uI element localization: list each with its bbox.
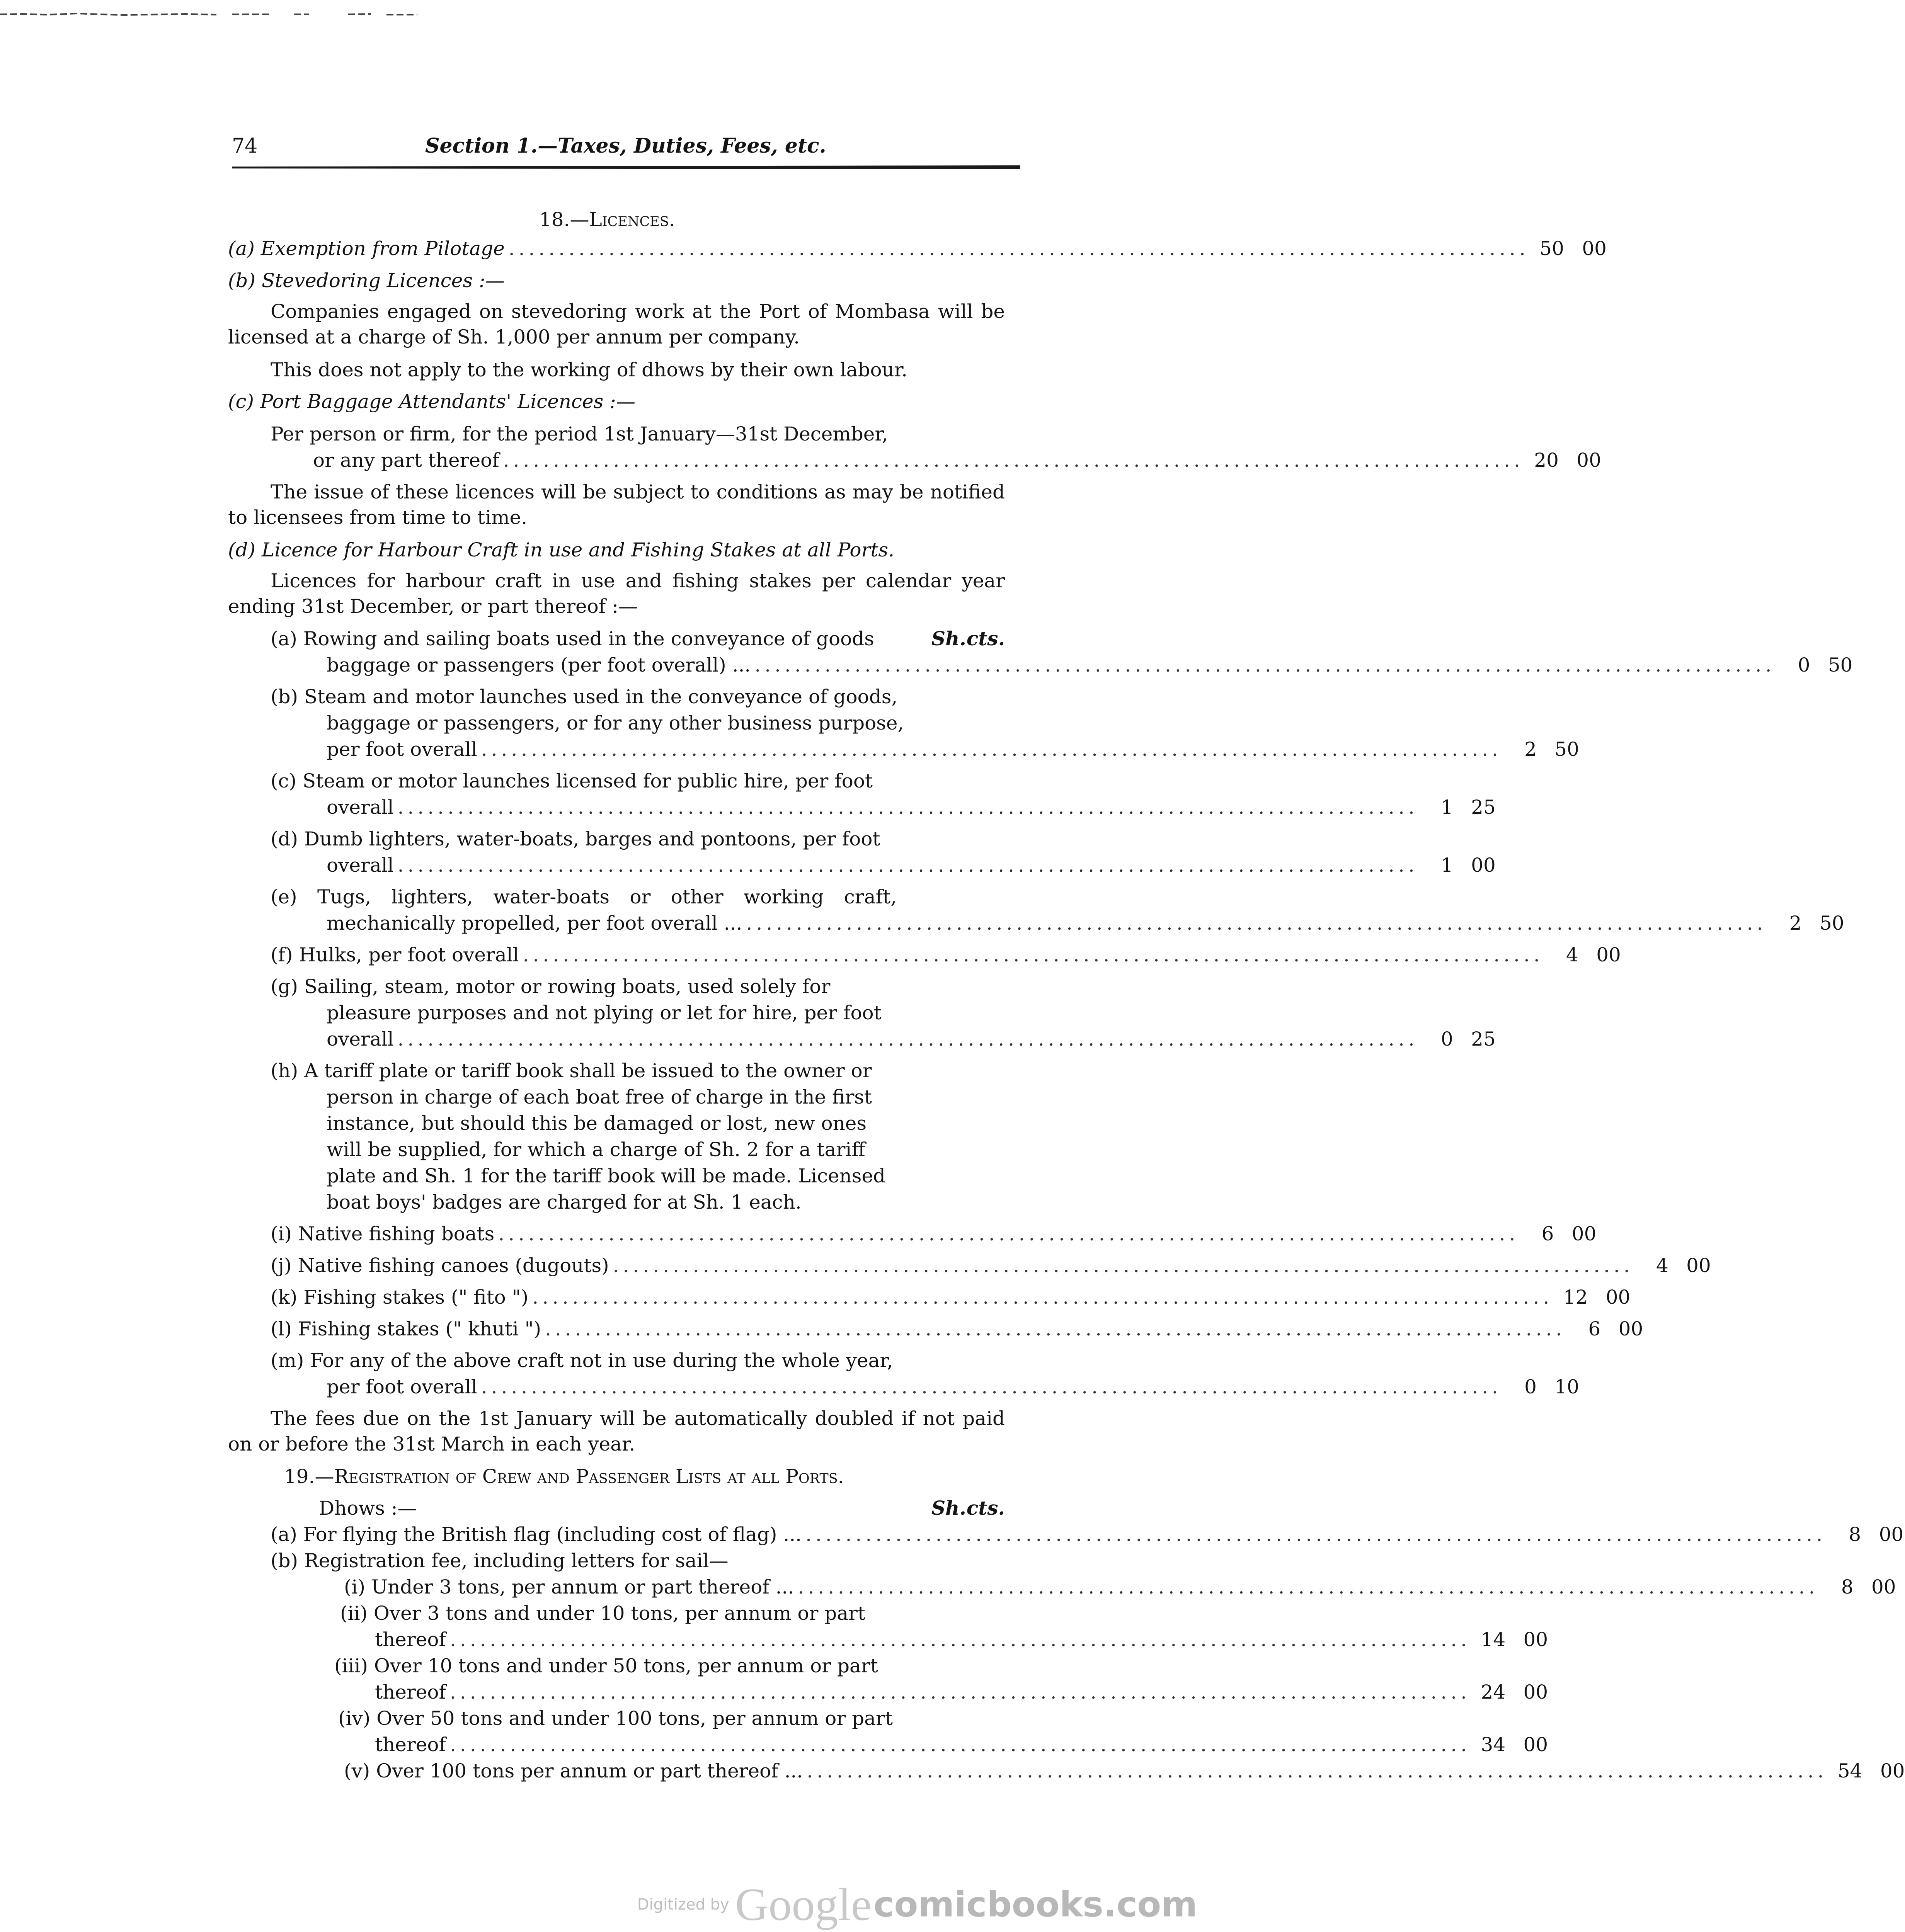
row-label: (l) Fishing stakes (" khuti ") — [271, 1318, 541, 1340]
amount-sh: 6 — [1588, 1318, 1601, 1340]
amount-cts: 00 — [1871, 1576, 1896, 1598]
amount-sh: 2 — [1524, 738, 1537, 760]
stevedoring-heading: (b) Stevedoring Licences :— — [228, 269, 505, 292]
row-label: (a) Rowing and sailing boats used in the conveyance of goods — [271, 628, 874, 650]
10-to-50-tons-line-1: (iii) Over 10 tons and under 50 tons, per annum or part — [334, 1655, 878, 1677]
item-h-line-6: boat boys' badges are charged for at Sh. 1 each. — [327, 1191, 802, 1213]
item-k-row — [271, 1284, 1631, 1310]
item-l-row — [271, 1316, 1643, 1342]
amount-sh: 24 — [1481, 1681, 1506, 1703]
item-m-line-1: (m) For any of the above craft not in use during the whole year, — [271, 1349, 893, 1372]
british-flag-row — [271, 1522, 1904, 1547]
leader-dots: ...................................................................................................... — [449, 1733, 1471, 1756]
leader-dots: ...................................................................................................... — [503, 449, 1524, 471]
leader-dots: ...................................................................................................... — [523, 944, 1544, 966]
amount-cts: 25 — [1471, 796, 1496, 818]
column-cts: cts. — [966, 1497, 1005, 1519]
baggage-fee-row — [313, 447, 1601, 473]
row-label: per foot overall — [327, 1376, 477, 1398]
item-g-line-3 — [327, 1026, 1496, 1052]
row-label: thereof — [375, 1681, 446, 1703]
amount-cts: 00 — [1686, 1254, 1711, 1277]
item-i-row — [271, 1221, 1597, 1247]
amount-sh: 12 — [1563, 1286, 1588, 1308]
row-label: or any part thereof — [313, 449, 499, 471]
amount-cts: 25 — [1471, 1028, 1496, 1050]
leader-dots: ...................................................................................................... — [805, 1523, 1827, 1546]
item-c-line-1: (c) Steam or motor launches licensed for public hire, per foot — [271, 770, 873, 792]
row-label: mechanically propelled, per foot overall ... — [327, 912, 742, 934]
item-a-line-2 — [327, 652, 1853, 678]
50-to-100-tons-line-1: (iv) Over 50 tons and under 100 tons, per annum or part — [338, 1707, 893, 1730]
3-to-10-tons-line-2 — [375, 1627, 1548, 1652]
column-sh: Sh. — [931, 1497, 966, 1519]
item-j-row — [271, 1253, 1711, 1278]
50-to-100-tons-line-2 — [375, 1732, 1548, 1757]
digitized-by-text: Digitized by — [637, 1896, 729, 1913]
amount-cts: 50 — [1819, 912, 1844, 934]
10-to-50-tons-line-2 — [375, 1679, 1548, 1705]
item-c-line-2 — [327, 794, 1496, 820]
row-label: (i) Native fishing boats — [271, 1223, 495, 1245]
row-label: overall — [327, 1028, 394, 1050]
leader-dots: ...................................................................................................... — [481, 738, 1502, 760]
item-e-line-2 — [327, 910, 1844, 936]
3-to-10-tons-line-1: (ii) Over 3 tons and under 10 tons, per annum or part — [340, 1602, 866, 1624]
item-b-line-1: (b) Steam and motor launches used in the conveyance of goods, — [271, 685, 898, 708]
amount-cts: 00 — [1471, 854, 1496, 876]
amount-sh: 2 — [1789, 912, 1802, 934]
leader-dots: ...................................................................................................... — [613, 1254, 1634, 1277]
exemption-pilotage-row — [228, 236, 1607, 261]
amount-cts: 50 — [1554, 738, 1579, 760]
row-label: (j) Native fishing canoes (dugouts) — [271, 1254, 609, 1277]
item-g-line-2: pleasure purposes and not plying or let for hire, per foot — [327, 1002, 882, 1024]
row-label: baggage or passengers (per foot overall) ... — [327, 654, 751, 676]
item-h-line-5: plate and Sh. 1 for the tariff book will be made. Licensed — [327, 1165, 886, 1187]
amount-sh: 20 — [1534, 449, 1559, 471]
item-b-line-3 — [327, 736, 1579, 762]
leader-dots: ...................................................................................................... — [449, 1681, 1471, 1703]
row-label: (a) For flying the British flag (including cost of flag) ... — [271, 1523, 802, 1546]
amount-cts: 00 — [1523, 1733, 1548, 1756]
item-b-line-2: baggage or passengers, or for any other business purpose, — [327, 712, 904, 734]
amount-cts: 10 — [1554, 1376, 1579, 1398]
item-m-line-2 — [327, 1374, 1579, 1400]
item-a-line-1 — [271, 626, 1005, 651]
amount-sh: 34 — [1481, 1733, 1506, 1756]
leader-dots: ...................................................................................................... — [798, 1576, 1819, 1598]
row-label: (k) Fishing stakes (" fito ") — [271, 1286, 529, 1308]
leader-dots: ...................................................................................................... — [481, 1376, 1502, 1398]
row-label: overall — [327, 796, 394, 818]
leader-dots: ...................................................................................................... — [508, 237, 1529, 260]
row-label: thereof — [375, 1628, 446, 1651]
amount-sh: 1 — [1440, 796, 1453, 818]
amount-cts: 00 — [1596, 944, 1621, 966]
amount-cts: 00 — [1582, 237, 1607, 260]
item-d-line-2 — [327, 852, 1496, 878]
amount-sh: 8 — [1841, 1576, 1854, 1598]
over-100-tons-row — [344, 1758, 1905, 1784]
amount-sh: 6 — [1541, 1223, 1554, 1245]
running-title: Section 1.—Taxes, Duties, Fees, etc. — [425, 134, 826, 158]
dhows-exclusion-note: This does not apply to the working of dhows by their own labour. — [271, 359, 908, 381]
amount-sh: 8 — [1849, 1523, 1861, 1546]
row-label: (f) Hulks, per foot overall — [271, 944, 519, 966]
stevedoring-paragraph: Companies engaged on stevedoring work at the Port of Mombasa will be licensed at a charge of Sh. 1,000 per annum per company. — [228, 300, 1005, 348]
amount-cts: 00 — [1571, 1223, 1597, 1245]
item-h-line-2: person in charge of each boat free of charge in the first — [327, 1086, 872, 1108]
amount-cts: 00 — [1605, 1286, 1631, 1308]
amount-cts: 00 — [1576, 449, 1601, 471]
digitization-watermark — [637, 1878, 1197, 1931]
leader-dots: ...................................................................................................... — [498, 1223, 1519, 1245]
amount-sh: 14 — [1481, 1628, 1506, 1651]
leader-dots: ...................................................................................................... — [449, 1628, 1471, 1651]
harbour-craft-paragraph: Licences for harbour craft in use and fishing stakes per calendar year ending 31st December, or part thereof :— — [228, 570, 1005, 617]
amount-cts: 00 — [1880, 1760, 1905, 1782]
registration-fee-heading: (b) Registration fee, including letters for sail— — [271, 1549, 729, 1572]
amount-sh: 4 — [1656, 1254, 1668, 1277]
item-h-line-4: will be supplied, for which a charge of Sh. 2 for a tariff — [327, 1138, 865, 1161]
amount-cts: 00 — [1523, 1681, 1548, 1703]
amount-sh: 50 — [1539, 237, 1564, 260]
leader-dots: ...................................................................................................... — [397, 854, 1418, 876]
column-cts: cts. — [966, 627, 1005, 650]
leader-dots: ...................................................................................................... — [397, 1028, 1418, 1050]
row-label: overall — [327, 854, 394, 876]
amount-sh: 0 — [1440, 1028, 1453, 1050]
amount-cts: 00 — [1618, 1318, 1643, 1340]
harbour-craft-heading: (d) Licence for Harbour Craft in use and Fishing Stakes at all Ports. — [228, 539, 894, 561]
scan-artifact — [0, 12, 425, 17]
amount-cts: 00 — [1523, 1628, 1548, 1651]
amount-cts: 00 — [1879, 1523, 1904, 1546]
item-h-line-1: (h) A tariff plate or tariff book shall be issued to the owner or — [271, 1060, 872, 1082]
amount-sh: 1 — [1440, 854, 1453, 876]
amount-cts: 50 — [1828, 654, 1853, 676]
amount-sh: 54 — [1837, 1760, 1862, 1782]
amount-sh: 0 — [1798, 654, 1810, 676]
fees-doubling-paragraph: The fees due on the 1st January will be automatically doubled if not paid on or before the 31st March in each year. — [228, 1407, 1005, 1455]
row-label: per foot overall — [327, 738, 477, 760]
section-19-heading: 19.—Registration of Crew and Passenger Lists at all Ports. — [284, 1465, 844, 1488]
row-label: (i) Under 3 tons, per annum or part thereof ... — [344, 1576, 794, 1598]
item-d-line-1: (d) Dumb lighters, water-boats, barges and pontoons, per foot — [271, 828, 880, 850]
page-number: 74 — [232, 134, 258, 158]
baggage-line-1: Per person or firm, for the period 1st January—31st December, — [271, 423, 888, 445]
row-label: thereof — [375, 1733, 446, 1756]
leader-dots: ...................................................................................................... — [532, 1286, 1553, 1308]
dhows-label: Dhows :— — [319, 1497, 417, 1519]
column-sh: Sh. — [931, 627, 966, 650]
item-h-line-3: instance, but should this be damaged or lost, new ones — [327, 1112, 867, 1134]
amount-sh: 4 — [1566, 944, 1578, 966]
row-label: (a) Exemption from Pilotage — [228, 237, 505, 260]
leader-dots: ...................................................................................................... — [397, 796, 1418, 818]
leader-dots: ...................................................................................................... — [746, 912, 1767, 934]
amount-sh: 0 — [1524, 1376, 1537, 1398]
leader-dots: ...................................................................................................... — [545, 1318, 1566, 1340]
section-18-heading: 18.—Licences. — [539, 208, 675, 231]
google-logo: Google — [735, 1879, 872, 1930]
baggage-attendants-heading: (c) Port Baggage Attendants' Licences :— — [228, 390, 635, 413]
baggage-conditions-paragraph: The issue of these licences will be subject to conditions as may be notified to licensees from time to time. — [228, 481, 1005, 529]
row-label: (v) Over 100 tons per annum or part thereof ... — [344, 1760, 803, 1782]
item-f-row — [271, 942, 1621, 968]
item-g-line-1: (g) Sailing, steam, motor or rowing boats, used solely for — [271, 975, 831, 998]
header-rule — [232, 165, 1020, 169]
leader-dots: ...................................................................................................... — [807, 1760, 1828, 1782]
under-3-tons-row — [344, 1574, 1896, 1600]
item-e-line-1: (e) Tugs, lighters, water-boats or other working craft, — [271, 886, 897, 908]
leader-dots: ...................................................................................................... — [754, 654, 1776, 676]
site-watermark: comicbooks.com — [873, 1884, 1197, 1925]
dhows-header-row — [319, 1495, 1005, 1521]
